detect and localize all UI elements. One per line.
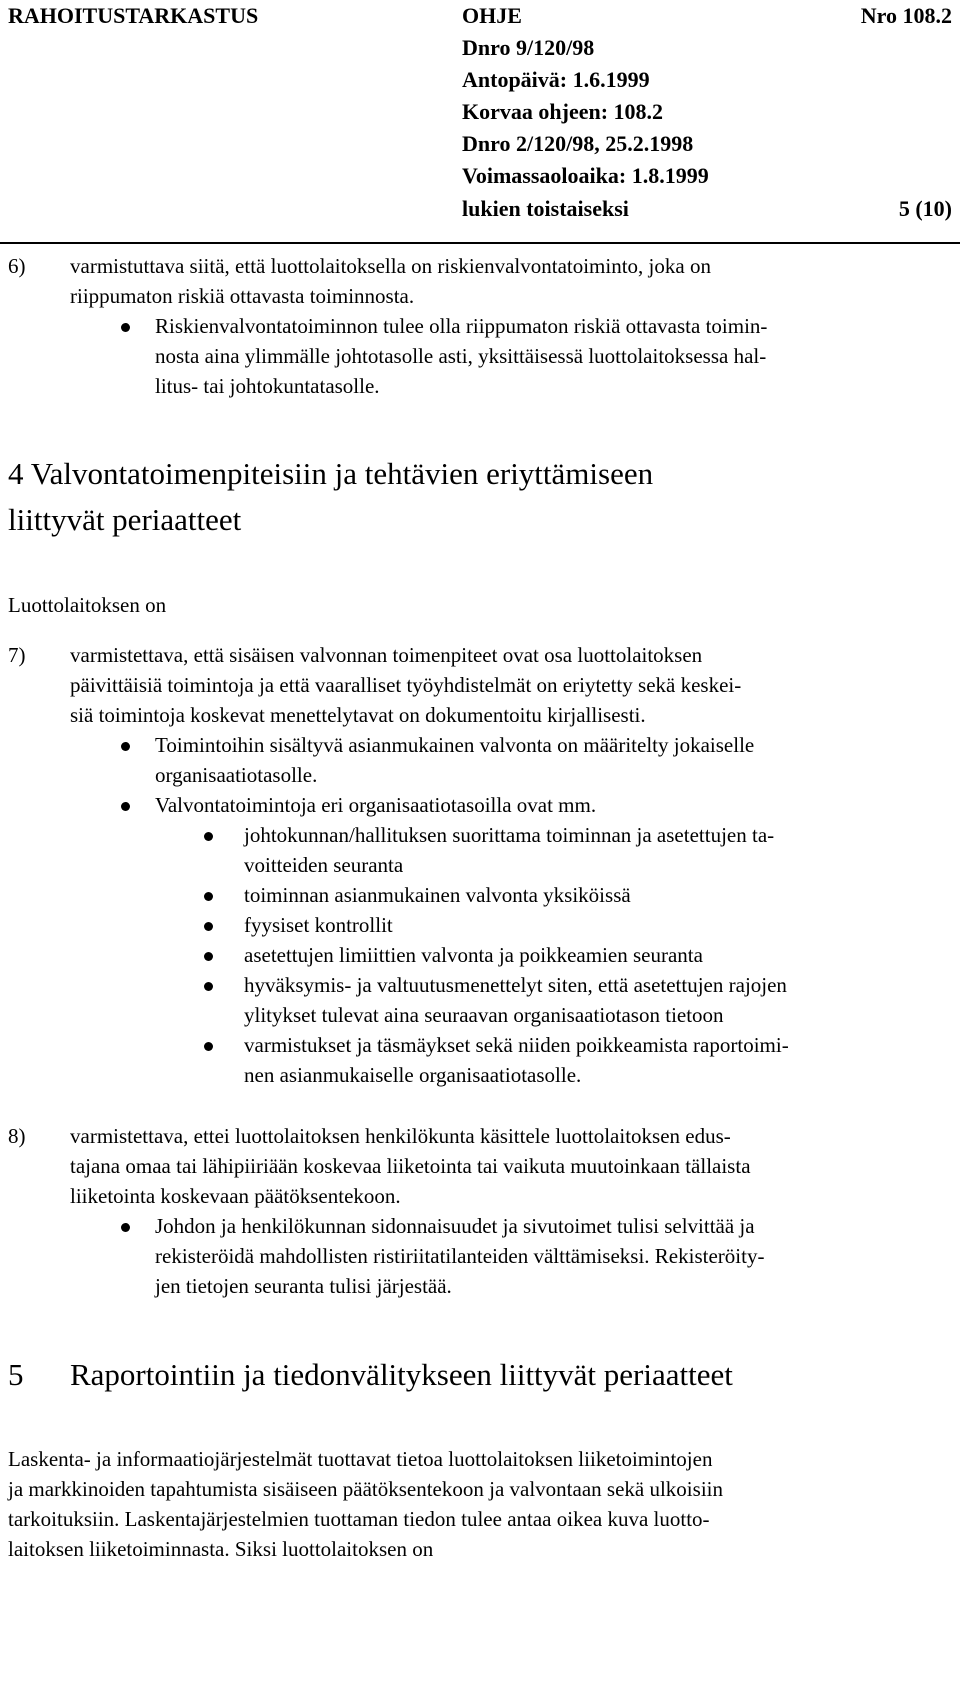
paragraph-line: riippumaton riskiä ottavasta toiminnosta. (70, 284, 415, 308)
item-number: 6) (8, 254, 26, 278)
header-line: Voimassaoloaika: 1.8.1999 (462, 163, 709, 188)
sub-bullet-text: varmistukset ja täsmäykset sekä niiden poikkeamista raportoimi- (244, 1033, 789, 1057)
paragraph-line: Laskenta- ja informaatiojärjestelmät tuottavat tietoa luottolaitoksen liiketoimintojen (8, 1447, 713, 1471)
bullet-text: Toimintoihin sisältyvä asianmukainen valvonta on määritelty jokaiselle (155, 733, 755, 757)
paragraph-line: päivittäisiä toimintoja ja että vaaralliset työyhdistelmät on eriytetty sekä keskei- (70, 673, 742, 697)
header-line: lukien toistaiseksi (462, 196, 629, 221)
paragraph-line: tarkoituksiin. Laskentajärjestelmien tuottaman tiedon tulee antaa oikea kuva luotto- (8, 1507, 710, 1531)
bullet-icon (204, 982, 213, 991)
page-number: 5 (10) (898, 196, 952, 221)
sub-bullet-text: asetettujen limiittien valvonta ja poikkeamien seuranta (244, 943, 703, 967)
sub-bullet-text: nen asianmukaiselle organisaatiotasolle. (244, 1063, 582, 1087)
sub-bullet-text: voitteiden seuranta (244, 853, 404, 877)
bullet-icon (204, 952, 213, 961)
paragraph-line: liiketointa koskevaan päätöksentekoon. (70, 1184, 401, 1208)
header-line: Antopäivä: 1.6.1999 (462, 67, 650, 92)
sub-bullet-text: johtokunnan/hallituksen suorittama toiminnan ja asetettujen ta- (244, 823, 775, 847)
document-number: Nro 108.2 (860, 3, 952, 28)
paragraph-line: varmistettava, ettei luottolaitoksen henkilökunta käsittele luottolaitoksen edus- (70, 1124, 731, 1148)
bullet-icon (204, 832, 213, 841)
bullet-text: nosta aina ylimmälle johtotasolle asti, yksittäisessä luottolaitoksessa hal- (155, 344, 767, 368)
bullet-icon (204, 922, 213, 931)
paragraph-line: laitoksen liiketoiminnasta. Siksi luottolaitoksen on (8, 1537, 434, 1561)
bullet-text: rekisteröidä mahdollisten ristiriitatilanteiden välttämiseksi. Rekisteröity- (155, 1244, 765, 1268)
organization-name: RAHOITUSTARKASTUS (8, 3, 259, 28)
bullet-icon (121, 802, 130, 811)
paragraph-line: tajana omaa tai lähipiiriään koskevaa liiketointa tai vaikuta muutoinkaan tällaista (70, 1154, 751, 1178)
sub-bullet-text: fyysiset kontrollit (244, 913, 393, 937)
bullet-icon (204, 892, 213, 901)
paragraph-line: siä toimintoja koskevat menettelytavat on dokumentoitu kirjallisesti. (70, 703, 646, 727)
document-type: OHJE (462, 3, 522, 28)
paragraph-line: varmistuttava siitä, että luottolaitoksella on riskienvalvontatoiminto, joka on (70, 254, 711, 278)
section-number: 5 (8, 1357, 24, 1392)
sub-bullet-text: toiminnan asianmukainen valvonta yksiköissä (244, 883, 631, 907)
paragraph-line: ja markkinoiden tapahtumista sisäiseen päätöksentekoon ja valvontaan sekä ulkoisiin (8, 1477, 723, 1501)
bullet-text: Riskienvalvontatoiminnon tulee olla riippumaton riskiä ottavasta toimin- (155, 314, 768, 338)
header-line: Korvaa ohjeen: 108.2 (462, 99, 664, 124)
bullet-text: organisaatiotasolle. (155, 763, 318, 787)
paragraph-line: varmistettava, että sisäisen valvonnan toimenpiteet ovat osa luottolaitoksen (70, 643, 703, 667)
bullet-text: Johdon ja henkilökunnan sidonnaisuudet ja sivutoimet tulisi selvittää ja (155, 1214, 755, 1238)
sub-bullet-text: ylitykset tulevat aina seuraavan organisaatiotason tietoon (244, 1003, 724, 1027)
item-number: 7) (8, 643, 26, 667)
bullet-icon (121, 1223, 130, 1232)
section-heading: Raportointiin ja tiedonvälitykseen liittyvät periaatteet (70, 1357, 733, 1392)
header-line: Dnro 2/120/98, 25.2.1998 (462, 131, 694, 156)
paragraph-line: Luottolaitoksen on (8, 593, 167, 617)
header-line: Dnro 9/120/98 (462, 35, 595, 60)
sub-bullet-text: hyväksymis- ja valtuutusmenettelyt siten, että asetettujen rajojen (244, 973, 787, 997)
bullet-icon (204, 1042, 213, 1051)
bullet-text: jen tietojen seuranta tulisi järjestää. (155, 1274, 452, 1298)
bullet-icon (121, 323, 130, 332)
section-heading: 4 Valvontatoimenpiteisiin ja tehtävien eriyttämiseen (8, 456, 654, 491)
section-heading: liittyvät periaatteet (8, 502, 242, 537)
bullet-icon (121, 742, 130, 751)
bullet-text: litus- tai johtokuntatasolle. (155, 374, 380, 398)
bullet-text: Valvontatoimintoja eri organisaatiotasoilla ovat mm. (155, 793, 597, 817)
header-divider (0, 242, 960, 244)
item-number: 8) (8, 1124, 26, 1148)
